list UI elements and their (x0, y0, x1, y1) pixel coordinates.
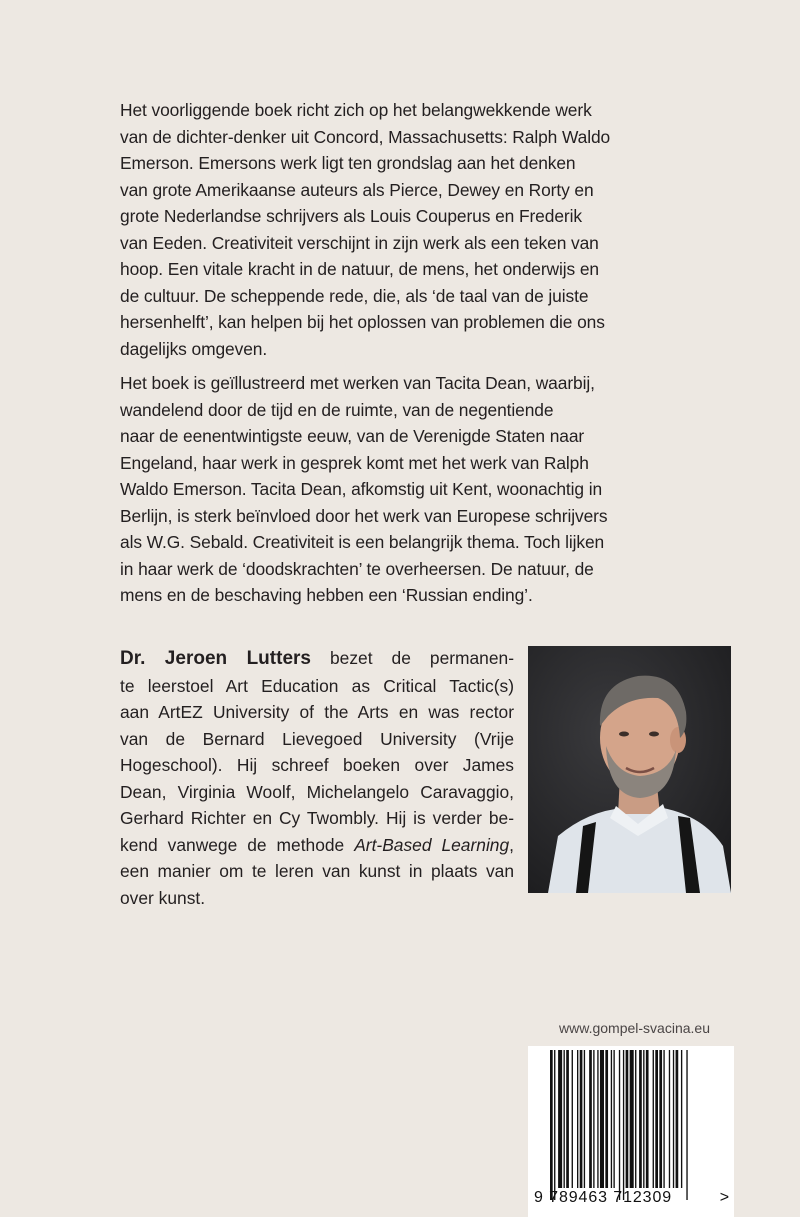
barcode-bar (597, 1050, 598, 1188)
text-line: in haar werk de ‘doodskrachten’ te overheersen. De natuur, de (120, 558, 594, 579)
text-line: wandelend door de tijd en de ruimte, van de negentiende (120, 399, 554, 420)
barcode-bar (673, 1050, 674, 1188)
barcode-bar (605, 1050, 608, 1188)
barcode-bar (686, 1050, 687, 1200)
barcode-bar (577, 1050, 578, 1188)
barcode-bar (676, 1050, 679, 1188)
publisher-website[interactable]: www.gompel-svacina.eu (559, 1020, 710, 1036)
barcode-bar (626, 1050, 629, 1188)
text-line: dagelijks omgeven. (120, 338, 268, 359)
text-line: als W.G. Sebald. Creativiteit is een belangrijk thema. Toch lijken (120, 532, 605, 552)
description-paragraph-2 (120, 370, 660, 609)
barcode-bar (655, 1050, 658, 1188)
text-line: grote Nederlandse schrijvers als Louis Couperus en Frederik (120, 206, 582, 226)
text-line: van grote Amerikaanse auteurs als Pierce, Dewey en Rorty en (120, 179, 594, 200)
method-name: Art-Based Learning (354, 834, 510, 855)
text-line: Emerson. Emersons werk ligt ten grondslag aan het denken (120, 153, 576, 173)
barcode-bar (572, 1050, 573, 1188)
text-line: hoop. Een vitale kracht in de natuur, de mens, het onderwijs en (120, 259, 600, 279)
barcode-bar (554, 1050, 555, 1200)
barcode-bar (619, 1050, 620, 1200)
barcode-bar (600, 1050, 604, 1188)
barcode-bar (623, 1050, 624, 1200)
bio-line: een manier om te leren van kunst in plaats van (120, 861, 514, 881)
barcode-bar (611, 1050, 612, 1188)
isbn-barcode (528, 1046, 734, 1217)
bio-line: Dean, Virginia Woolf, Michelangelo Caravaggio, (120, 781, 514, 802)
barcode-bar (589, 1050, 592, 1188)
barcode-bar (669, 1050, 670, 1188)
text-line: Berlijn, is sterk beïnvloed door het werk van Europese schrijvers (120, 505, 608, 526)
text-line: Waldo Emerson. Tacita Dean, afkomstig uit Kent, woonachtig in (120, 479, 603, 499)
text-line: Het voorliggende boek richt zich op het belangwekkende werk (120, 100, 592, 120)
barcode-bar (584, 1050, 585, 1188)
barcode-bar (564, 1050, 565, 1188)
text-line: Het boek is geïllustreerd met werken van Tacita Dean, waarbij, (120, 373, 595, 393)
bio-line: Dr. Jeroen Lutters bezet de permanen- (120, 648, 514, 669)
barcode-bar (635, 1050, 636, 1188)
author-portrait-photo (528, 646, 731, 893)
text-line: Engeland, haar werk in gesprek komt met het werk van Ralph (120, 452, 589, 473)
bio-line: van de Bernard Lievegoed University (Vrije (120, 728, 514, 749)
barcode-bar (643, 1050, 644, 1188)
barcode-bar (681, 1050, 682, 1188)
bio-line: Gerhard Richter en Cy Twombly. Hij is verder be- (120, 808, 514, 828)
isbn-number: 9 789463 712309 > (534, 1189, 730, 1206)
barcode-bar (580, 1050, 583, 1188)
barcode-bar (593, 1050, 594, 1188)
text-line: van de dichter-denker uit Concord, Massachusetts: Ralph Waldo (120, 126, 611, 147)
barcode-bar (558, 1050, 562, 1188)
barcode-bar (639, 1050, 642, 1188)
bio-line: aan ArtEZ University of the Arts en was rector (120, 702, 514, 722)
text-line: de cultuur. De scheppende rede, die, als ‘de taal van de juiste (120, 285, 589, 306)
bio-line: over kunst. (120, 887, 206, 908)
author-portrait-icon (528, 646, 731, 893)
barcode-bar (663, 1050, 664, 1188)
barcode-bar (613, 1050, 614, 1188)
barcode-bar (630, 1050, 634, 1188)
barcode-bar (550, 1050, 553, 1200)
bio-line: te leerstoel Art Education as Critical Tactic(s) (120, 675, 514, 696)
text-line: mens en de beschaving hebben een ‘Russian ending’. (120, 585, 533, 605)
author-name: Dr. Jeroen Lutters (120, 648, 311, 669)
description-paragraph-1 (120, 97, 660, 362)
text-line: naar de eenentwintigste eeuw, van de Verenigde Staten naar (120, 426, 585, 446)
barcode-bar (653, 1050, 654, 1188)
text-line: hersenhelft’, kan helpen bij het oplossen van problemen die ons (120, 312, 605, 332)
barcode-bar (566, 1050, 569, 1188)
barcode-bar (659, 1050, 662, 1188)
barcode-bar (646, 1050, 649, 1188)
isbn-arrow: > (719, 1189, 730, 1206)
text-line: van Eeden. Creativiteit verschijnt in zijn werk als een teken van (120, 232, 599, 253)
bio-line: Hogeschool). Hij schreef boeken over James (120, 755, 514, 775)
author-bio (120, 645, 514, 911)
bio-line: kend vanwege de methode Art-Based Learning, (120, 834, 514, 855)
